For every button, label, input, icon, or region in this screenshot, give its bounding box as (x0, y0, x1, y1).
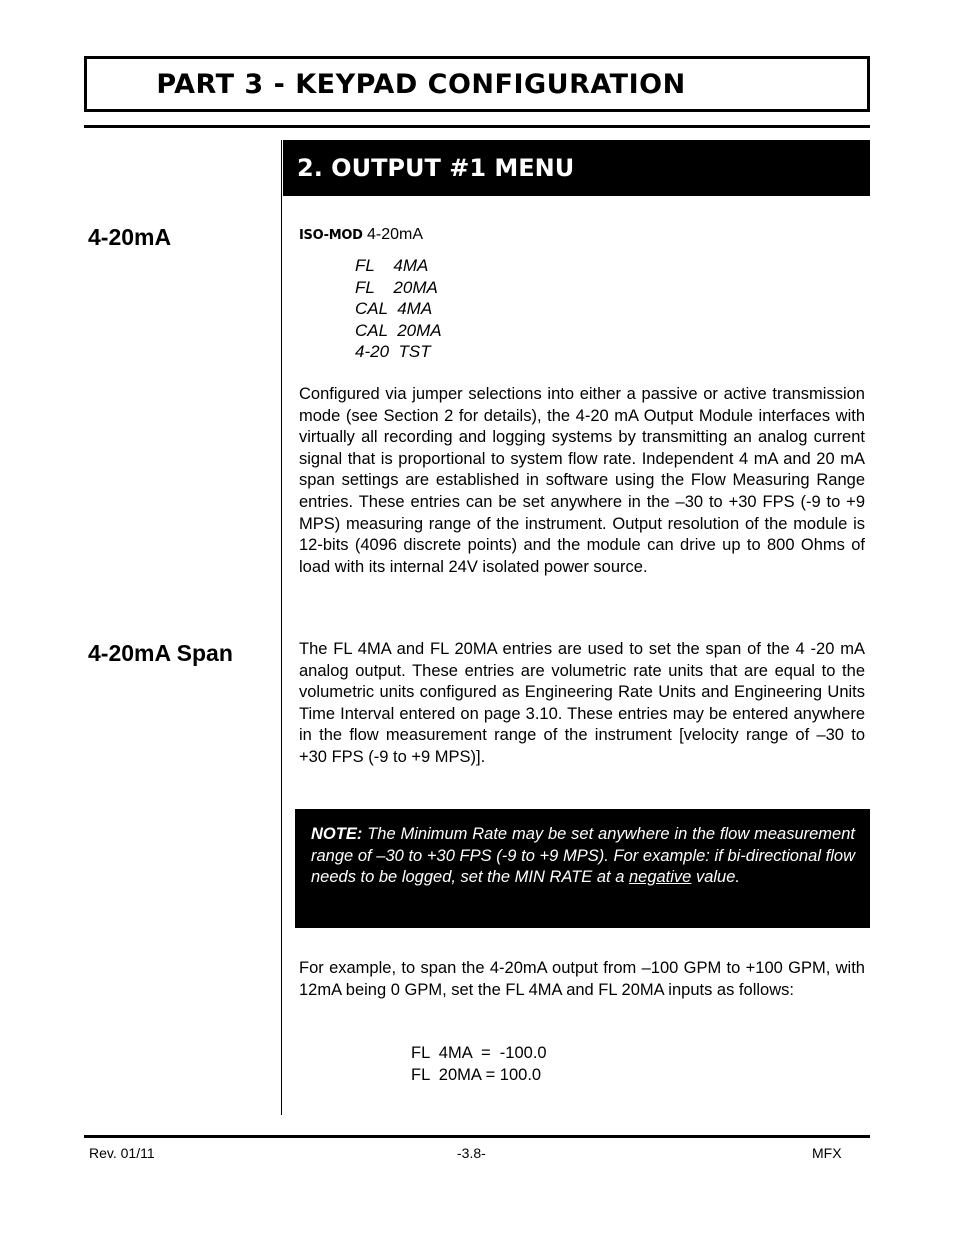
note-text: The Minimum Rate may be set anywhere in the flow measurement range of –30 to +30 FPS (-9 to +9 MPS). For example: if bi-directional flow needs to be logged, set the MIN RATE at a (311, 825, 855, 887)
side-heading-4-20ma: 4-20mA (88, 224, 172, 250)
footer-page-number: -3.8- (457, 1145, 486, 1161)
part-title-box (84, 56, 870, 112)
note-label: NOTE: (311, 825, 363, 843)
column-divider (281, 140, 282, 1115)
menu-item: FL 4MA (355, 256, 429, 275)
part-title: PART 3 - KEYPAD CONFIGURATION (156, 68, 686, 100)
span-paragraph: The FL 4MA and FL 20MA entries are used to set the span of the 4 -20 mA analog output. These entries are volumetric rate units that are equal to the volumetric units configured as Engineering Rate Units and Engineering Units Time Interval entered on page 3.10. These entries may be entered anywhere in the flow measurement range of the instrument [velocity range of –30 to +30 FPS (-9 to +9 MPS)]. (299, 640, 865, 766)
note-text-end: value. (691, 868, 740, 887)
side-heading-4-20ma-span: 4-20mA Span (88, 640, 233, 666)
formula-fl-20ma: FL 20MA = 100.0 (411, 1066, 542, 1084)
note-underlined-text: negative (628, 868, 692, 887)
footer-product: MFX (812, 1145, 842, 1161)
iso-mod-label: 4-20mA (362, 226, 424, 243)
intro-paragraph: Configured via jumper selections into either a passive or active transmission mode (see Section 2 for details), the 4-20 mA Output Module interfaces with virtually all recording and logging systems by transmitting an analog current signal that is proportional to system flow rate. Independent 4 mA and 20 mA span settings are established in software using the Flow Measuring Range entries. These entries can be set anywhere in the –30 to +30 FPS (-9 to +9 MPS) measuring range of the instrument. Output resolution of the module is 12-bits (4096 discrete points) and the module can drive up to 800 Ohms of load with its internal 24V isolated power source. (299, 385, 865, 576)
section-title: 2. OUTPUT #1 MENU (297, 154, 575, 182)
bottom-rule (84, 1135, 870, 1138)
footer-revision: Rev. 01/11 (89, 1145, 155, 1161)
section-banner (283, 140, 870, 196)
iso-mod-brand: ISO-MOD (299, 228, 363, 243)
menu-item: 4-20 TST (355, 342, 431, 362)
iso-mod-line (299, 226, 423, 244)
note-box (295, 809, 870, 928)
menu-item: CAL 20MA (355, 320, 442, 340)
menu-item-list (355, 255, 442, 363)
top-rule (84, 125, 870, 128)
example-paragraph: For example, to span the 4-20mA output from –100 GPM to +100 GPM, with 12mA being 0 GPM, set the FL 4MA and FL 20MA inputs as follows: (299, 959, 865, 999)
menu-item: FL 20MA (355, 277, 438, 297)
menu-item: CAL 4MA (355, 299, 433, 319)
formula-fl-4ma: FL 4MA = -100.0 (411, 1044, 547, 1062)
